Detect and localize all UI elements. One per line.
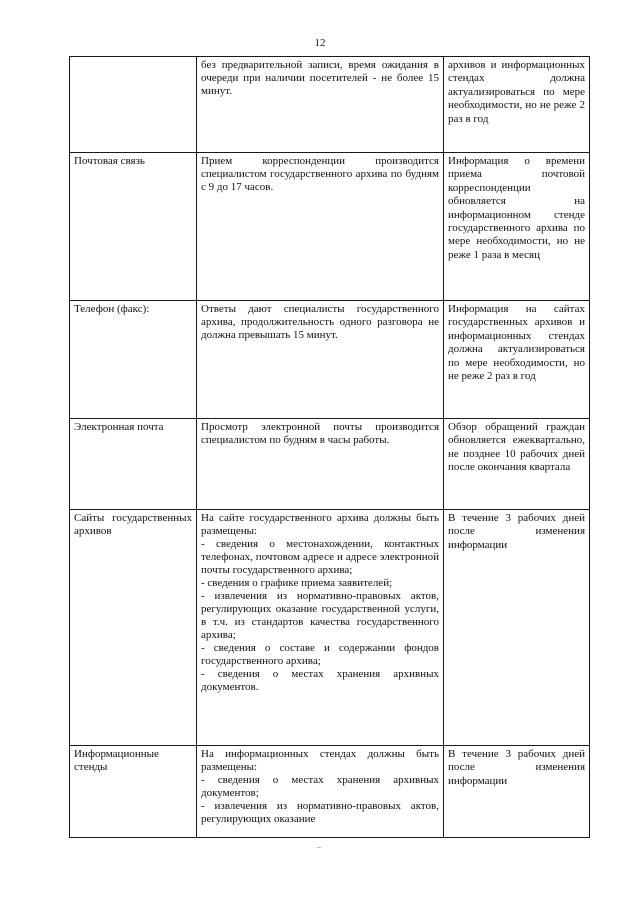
update-text: В течение 3 рабочих дней после изменения информации: [448, 748, 585, 787]
channel-label: Телефон (факс):: [74, 303, 150, 315]
update-text: Информация на сайтах государственных архивов и информационных стендах должна актуализироваться по мере необходимости, но не реже 2 раз в год: [448, 303, 585, 383]
services-table: [69, 56, 590, 838]
table-row: [70, 153, 590, 301]
procedure-cell: [197, 57, 444, 153]
update-cell: [444, 57, 590, 153]
procedure-text: без предварительной записи, время ожидания в очереди при наличии посетителей - не более 15 минут.: [201, 59, 439, 97]
channel-cell: [70, 510, 197, 746]
procedure-text: Просмотр электронной почты производится специалистом по будням в часы работы.: [201, 421, 439, 446]
channel-label: Электронная почта: [74, 421, 164, 433]
procedure-cell: [197, 153, 444, 301]
procedure-text: На сайте государственного архива должны быть размещены: - сведения о местонахождении, контактных телефонах, почтовом адресе и адресе электронной почты государственного архива; - сведения о графике приема заявителей; - извлечения из нормативно-правовых актов, регулирующих оказание государственной услуги, в т.ч. из стандартов качества государственного архива; - сведения о составе и содержании фондов государственного архива; - сведения о местах хранения архивных документов.: [201, 512, 439, 693]
update-text: Информация о времени приема почтовой корреспонденции обновляется на информационном стенде государственного архива по мере необходимости, но не реже 1 раза в месяц: [448, 155, 585, 261]
procedure-cell: [197, 510, 444, 746]
table-row: [70, 510, 590, 746]
update-cell: [444, 419, 590, 510]
channel-cell: [70, 153, 197, 301]
procedure-cell: [197, 419, 444, 510]
channel-cell: [70, 746, 197, 838]
update-text: В течение 3 рабочих дней после изменения информации: [448, 512, 585, 551]
update-cell: [444, 510, 590, 746]
channel-cell: [70, 301, 197, 419]
procedure-text: На информационных стендах должны быть размещены: - сведения о местах хранения архивных документов; - извлечения из нормативно-правовых актов, регулирующих оказание: [201, 748, 439, 825]
update-cell: [444, 746, 590, 838]
procedure-cell: [197, 746, 444, 838]
update-cell: [444, 153, 590, 301]
channel-label: Почтовая связь: [74, 155, 145, 167]
channel-label: Сайты государственных архивов: [74, 512, 192, 537]
update-cell: [444, 301, 590, 419]
channel-cell: [70, 57, 197, 153]
procedure-text: Ответы дают специалисты государственного архива, продолжительность одного разговора не должна превышать 15 минут.: [201, 303, 439, 341]
page-number: 12: [314, 37, 326, 49]
table-row: [70, 301, 590, 419]
table-row: [70, 746, 590, 838]
update-text: архивов и информационных стендах должна актуализироваться по мере необходимости, но не реже 2 раз в год: [448, 59, 585, 125]
scan-dot: [317, 847, 321, 848]
table-row: [70, 419, 590, 510]
update-text: Обзор обращений граждан обновляется ежеквартально, не позднее 10 рабочих дней после окончания квартала: [448, 421, 585, 474]
procedure-text: Прием корреспонденции производится специалистом государственного архива по будням с 9 до 17 часов.: [201, 155, 439, 193]
channel-cell: [70, 419, 197, 510]
channel-label: Информационные стенды: [74, 748, 159, 773]
procedure-cell: [197, 301, 444, 419]
table-row: [70, 57, 590, 153]
